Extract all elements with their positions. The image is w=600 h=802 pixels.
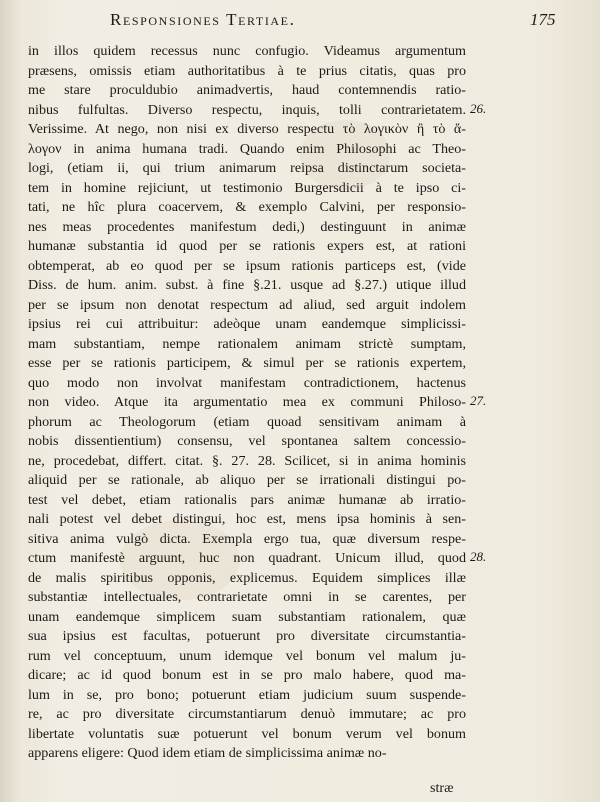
text-line: nes meas procedentes manifestum dedi,) destinguunt in animæ — [28, 218, 466, 235]
text-line: Diss. de hum. anim. subst. à fine §.21. usque ad §.27.) utique illud — [28, 277, 466, 293]
text-line: humanæ substantia id quod per se rationis expers est, at rationi — [28, 238, 466, 254]
text-line: quo modo non involvat manifestam contradictionem, hactenus — [28, 374, 466, 391]
text-line: libertate voluntatis suæ potuerunt vel bonum verum vel bonum — [28, 725, 466, 742]
text-line: per se ipsum non denotat respectum ad aliud, sed arguit indolem — [28, 296, 466, 313]
text-line: tem in homine rejiciunt, ut testimonio Burgersdicii à te ipso ci- — [28, 179, 466, 196]
text-line: ctum manifestè arguunt, huc non quadrant. Unicum illud, quod — [28, 550, 466, 566]
text-line: nali potest vel debet distingui, hoc est, mens ipsa hominis à sen- — [28, 511, 466, 527]
text-line: ipsius rei cui attribuitur: adeòque unam eandemque simplicissi- — [28, 316, 466, 332]
text-line: substantiæ intellectuales, contrarietate omni in se carentes, per — [28, 589, 466, 605]
text-line: in illos quidem recessus nunc confugio. Videamus argumentum — [28, 43, 466, 59]
text-line: tati, ne hîc plura coacervem, & exemplo Calvini, per responsio- — [28, 199, 466, 215]
text-line: re, ac pro diversitate circumstantiarum denuò immutare; ac pro — [28, 706, 466, 722]
catchword: stræ — [430, 780, 454, 796]
text-line: phorum ac Theologorum (etiam quoad sensitivam animam à — [28, 413, 466, 430]
marginal-note: 28. — [470, 549, 487, 564]
text-line: lum in se, pro bono; potuerunt etiam judicium suum suspende- — [28, 686, 466, 703]
text-line: test vel debet, etiam rationalis pars animæ humanæ ab irratio- — [28, 491, 466, 508]
text-line: non video. Atque ita argumentatio mea ex communi Philoso- — [28, 394, 466, 410]
running-head: Responsiones Tertiae. — [110, 10, 296, 29]
text-line: esse per se rationis participem, & simul per se rationis expertem, — [28, 355, 466, 371]
text-line: obtemperat, ab eo quod per se ipsum rationis particeps est, (vide — [28, 257, 466, 274]
text-line: apparens eligere: Quod idem etiam de simplicissima animæ no- — [28, 745, 387, 761]
text-line: λογον in anima humana tradi. Quando enim Philosophi ac Theo- — [28, 140, 466, 157]
text-line: de malis spiritibus opponis, explicemus. Equidem simplices illæ — [28, 569, 466, 586]
text-line: nibus fulfultas. Diverso respectu, inquis, tolli contrarietatem. — [28, 101, 466, 118]
text-line: sua ipsius est facultas, potuerunt pro diversitate circumstantia- — [28, 628, 466, 644]
text-line: Verissime. At nego, non nisi ex diverso respectu τὸ λογικὸν ἢ τὸ ἄ- — [28, 121, 466, 137]
text-line: sitiva anima vulgò dicta. Exempla ergo tua, quæ diversum respe- — [28, 530, 466, 547]
text-line: unam eandemque simplicem suam substantiam rationalem, quæ — [28, 608, 466, 625]
marginal-note: 26. — [470, 100, 487, 116]
text-line: aliquid per se rationale, ab aliquo per se irrationali distingui po- — [28, 472, 466, 488]
text-line: logi, (etiam ii, qui trium animarum reipsa distinctarum societa- — [28, 160, 466, 176]
text-line: præsens, omissis etiam authoritatibus à te prius citatis, quas pro — [28, 62, 466, 79]
text-line: me stare proculdubio animadvertis, haud contemnendis ratio- — [28, 82, 466, 98]
text-line: dicare; ac id quod bonum est in se pro malo habere, quod ma- — [28, 667, 466, 683]
page-number: 175 — [530, 10, 556, 29]
text-line: ne, procedebat, differt. citat. §. 27. 28. Scilicet, si in anima hominis — [28, 452, 466, 469]
text-line: mam substantiam, nempe rationalem animam strictè sumptam, — [28, 335, 466, 352]
text-line: rum vel conceptuum, unum idemque vel bonum vel malum ju- — [28, 647, 466, 664]
text-line: nobis dissentientium) consensu, vel spontanea saltem concessio- — [28, 433, 466, 449]
marginal-note: 27. — [470, 393, 487, 408]
text-body — [28, 42, 466, 764]
